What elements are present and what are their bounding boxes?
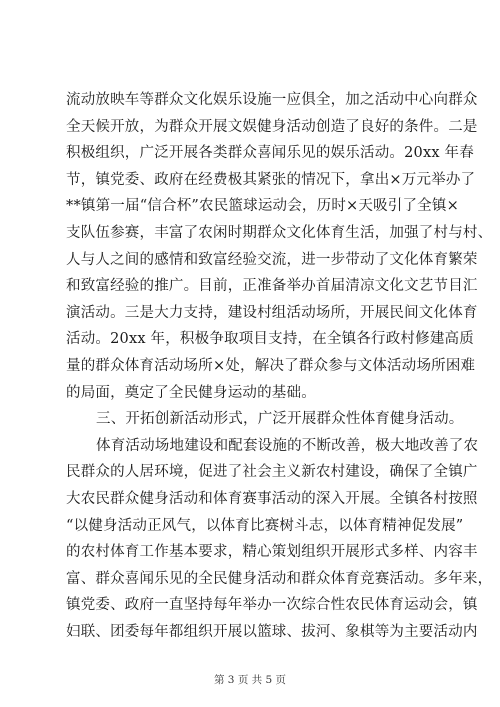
text-line: 民群众的人居环境，促进了社会主义新农村建设，确保了全镇广 bbox=[66, 464, 478, 481]
text-line: 妇联、团委每年都组织开展以篮球、拔河、象棋等为主要活动内 bbox=[66, 623, 478, 640]
text-line: 体育活动场地建设和配套设施的不断改善，极大地改善了农 bbox=[96, 437, 479, 454]
text-line: 的局面，奠定了全民健身运动的基础。 bbox=[66, 384, 316, 401]
text-line: **镇第一届“信合杯”农民篮球运动会，历时×天吸引了全镇× bbox=[66, 198, 459, 215]
text-line: 镇党委、政府一直坚持每年举办一次综合性农民体育运动会，镇 bbox=[66, 597, 478, 614]
text-line: 人与人之间的感情和致富经验交流，进一步带动了文化体育繁荣 bbox=[66, 251, 478, 268]
page-number: 第 3 页 共 5 页 bbox=[213, 674, 287, 686]
text-line: 的农村体育工作基本要求，精心策划组织开展形式多样、内容丰 bbox=[66, 544, 478, 561]
section-heading: 三、开拓创新活动形式，广泛开展群众性体育健身活动。 bbox=[96, 411, 464, 428]
body-text bbox=[66, 87, 493, 645]
text-line: 流动放映车等群众文化娱乐设施一应俱全，加之活动中心向群众 bbox=[66, 92, 478, 108]
text-line: 演活动。三是大力支持，建设村组活动场所，开展民间文化体育 bbox=[66, 304, 478, 321]
text-line: 富、群众喜闻乐见的全民健身活动和群众体育竞赛活动。多年来， bbox=[66, 570, 493, 587]
text-line: 量的群众体育活动场所×处，解决了群众参与文体活动场所困难 bbox=[66, 357, 476, 374]
text-line: “以健身活动正风气，以体育比赛树斗志，以体育精神促发展” bbox=[66, 517, 464, 534]
text-line: 节，镇党委、政府在经费极其紧张的情况下，拿出×万元举办了 bbox=[66, 171, 476, 188]
text-line: 大农民群众健身活动和体育赛事活动的深入开展。全镇各村按照 bbox=[66, 490, 478, 507]
text-line: 支队伍参赛，丰富了农闲时期群众文化体育生活，加强了村与村、 bbox=[66, 224, 493, 241]
text-line: 活动。20xx 年，积极争取项目支持，在全镇各行政村修建高质 bbox=[66, 331, 474, 348]
text-line: 全天候开放，为群众开展文娱健身活动创造了良好的条件。二是 bbox=[66, 118, 478, 135]
text-line: 和致富经验的推广。目前，正准备举办首届清凉文化文艺节目汇 bbox=[66, 278, 478, 295]
text-line: 积极组织，广泛开展各类群众喜闻乐见的娱乐活动。20xx 年春 bbox=[66, 145, 474, 162]
